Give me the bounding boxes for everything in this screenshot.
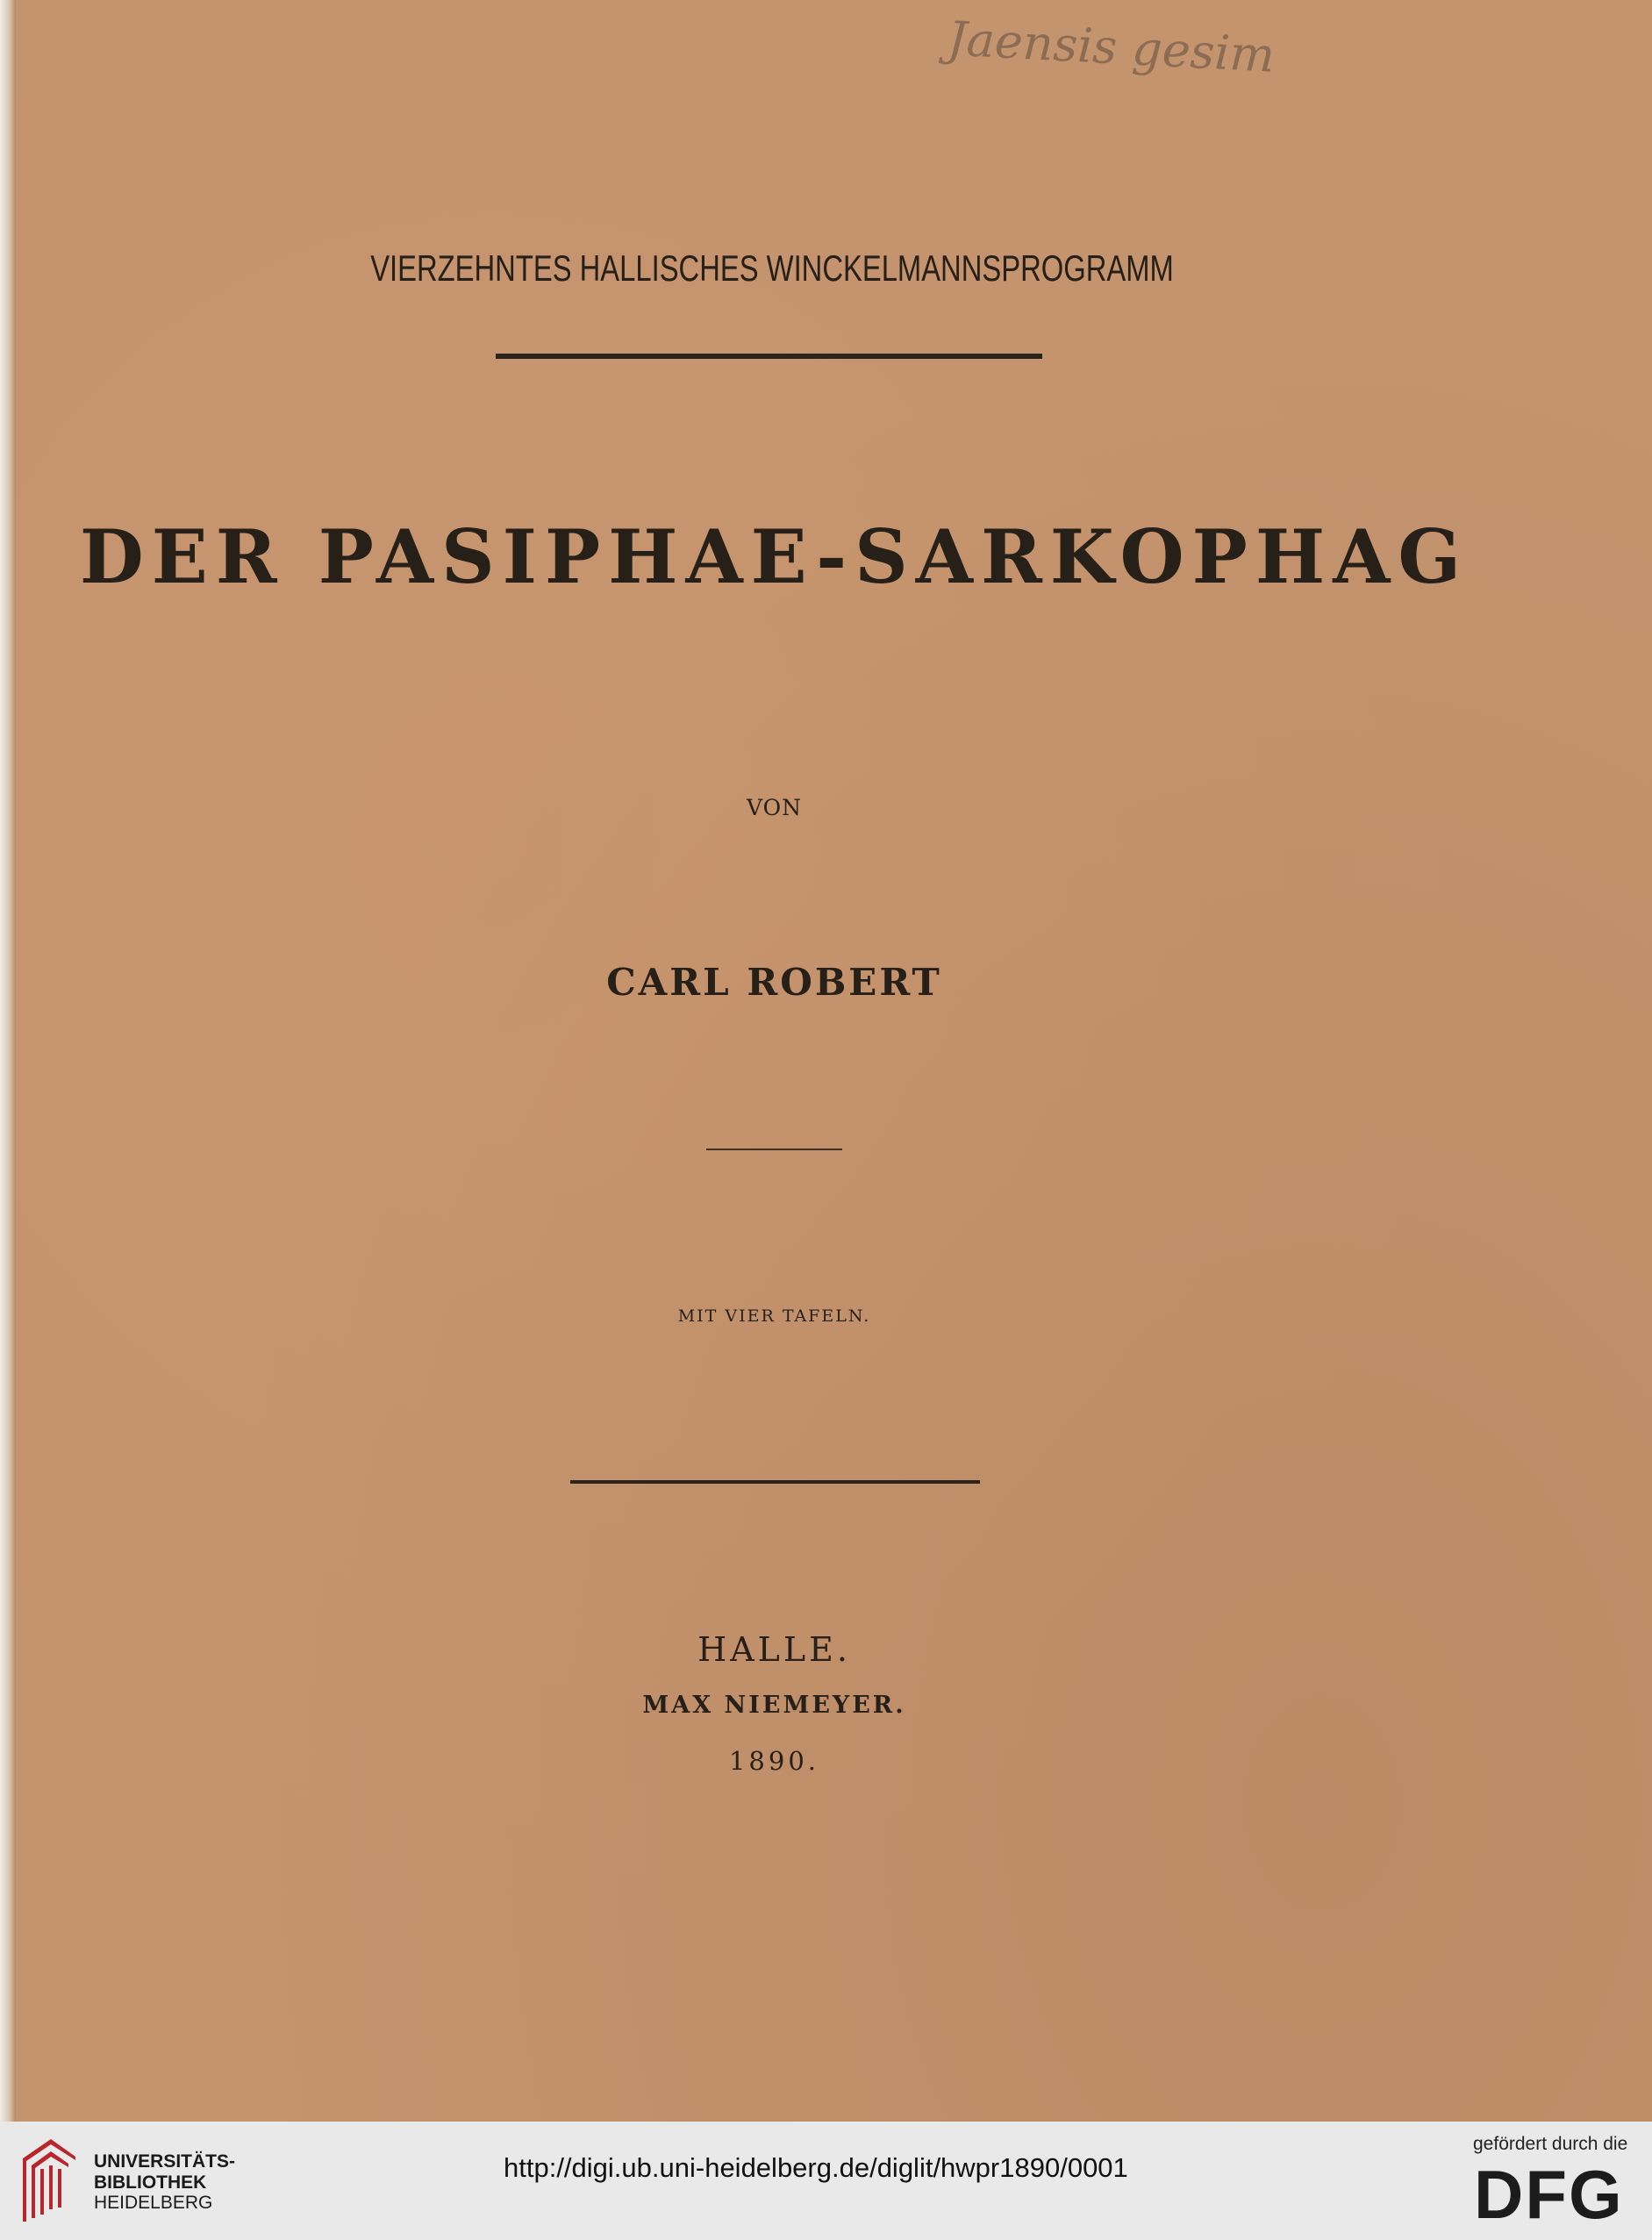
rule-top: [496, 354, 1042, 359]
by-label: VON: [747, 795, 802, 820]
library-name-line2: BIBLIOTHEK: [94, 2172, 207, 2193]
plates-note: MIT VIER TAFELN.: [677, 1306, 871, 1326]
rule-short: [706, 1149, 842, 1150]
main-title: DER PASIPHAE-SARKOPHAG: [79, 513, 1470, 600]
imprint-year: 1890.: [728, 1746, 820, 1776]
ub-heidelberg-logo-icon: [18, 2134, 81, 2226]
library-name-line1: UNIVERSITÄTS-: [94, 2151, 236, 2172]
imprint-city: HALLE.: [697, 1630, 851, 1669]
rule-bottom: [570, 1480, 980, 1484]
binding-edge: [0, 0, 16, 2122]
library-name: [94, 2151, 235, 2214]
library-name-line3: HEIDELBERG: [94, 2193, 213, 2214]
author-name: CARL ROBERT: [606, 961, 942, 1004]
dfg-logo: DFG: [1474, 2156, 1624, 2233]
permalink[interactable]: http://digi.ub.uni-heidelberg.de/diglit/hwpr1890/0001: [504, 2152, 1128, 2183]
handwritten-note: Jaensis gesim: [946, 11, 1277, 83]
funded-by-label: gefördert durch die: [1473, 2134, 1628, 2154]
imprint-publisher: MAX NIEMEYER.: [642, 1692, 906, 1719]
series-title: VIERZEHNTES HALLISCHES WINCKELMANNSPROGRAMM: [370, 247, 1174, 289]
